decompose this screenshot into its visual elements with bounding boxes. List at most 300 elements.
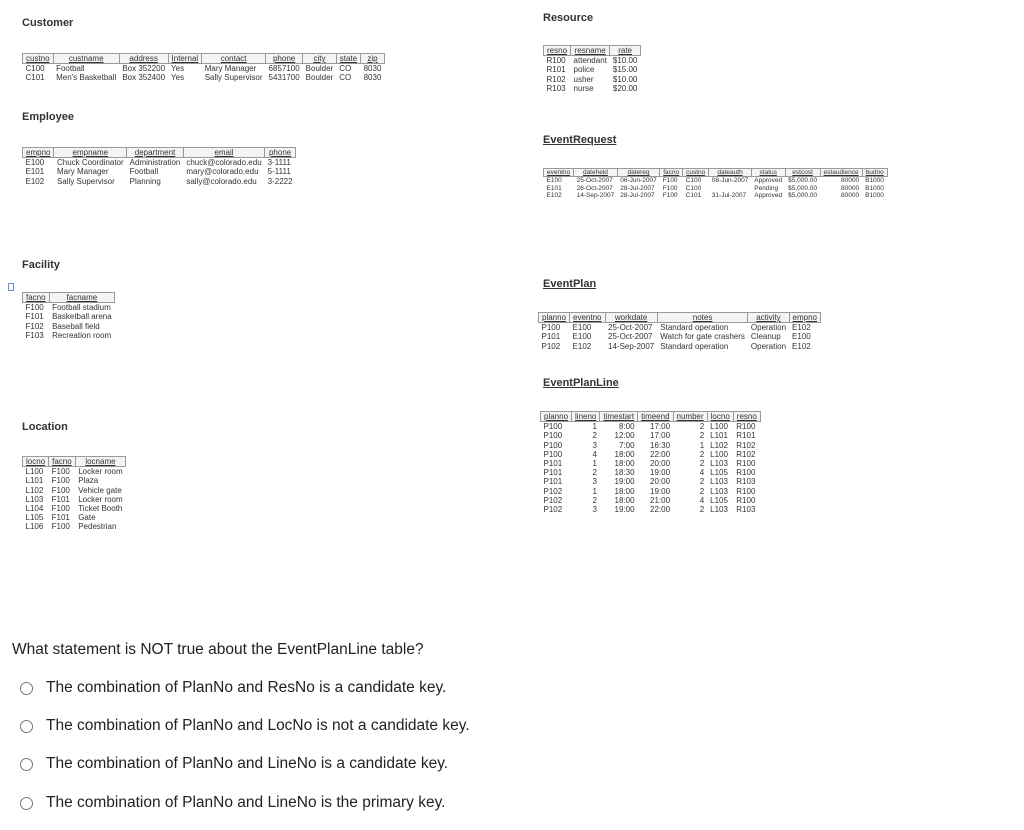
table-cell: 3-2222 <box>267 176 293 186</box>
table-row <box>23 513 126 522</box>
table-cell: 5431700 <box>268 73 300 83</box>
customer-table <box>22 53 385 83</box>
table-cell: 21:00 <box>650 495 671 505</box>
table-cell: 1 <box>592 458 597 468</box>
table-cell: E100 <box>572 323 592 333</box>
table-cell: B1000 <box>865 184 884 192</box>
table-cell: 26-Oct-2007 <box>576 184 613 192</box>
table-cell: Box 352400 <box>122 73 166 83</box>
table-cell: 19:00 <box>614 504 635 514</box>
table-cell <box>709 185 752 192</box>
table-cell: R103 <box>736 504 756 514</box>
table-cell: Watch for gate crashers <box>660 332 745 342</box>
table-cell: P101 <box>541 332 561 342</box>
radio-button[interactable] <box>20 720 33 733</box>
table-cell: Baseball field <box>52 321 100 331</box>
column-header: state <box>336 54 360 64</box>
table-cell: R103 <box>736 477 756 487</box>
table-cell: P100 <box>543 449 563 459</box>
table-cell: E100 <box>25 158 45 168</box>
table-cell: R103 <box>546 83 566 93</box>
column-header: dateheld <box>574 169 618 177</box>
table-cell: 4 <box>699 468 705 478</box>
table-cell: L103 <box>25 494 44 504</box>
table-cell: $10.00 <box>612 74 638 84</box>
column-header: department <box>127 148 184 158</box>
table-cell: CO <box>339 64 352 74</box>
table-cell: 2 <box>592 495 597 505</box>
table-cell: C100 <box>685 177 702 185</box>
header-row <box>23 457 126 467</box>
table-row <box>23 322 115 331</box>
table-row <box>541 487 761 496</box>
table-cell: 18:00 <box>614 449 635 459</box>
table-cell: 5-1111 <box>267 167 291 177</box>
table-cell: R100 <box>736 486 756 496</box>
table-cell: Boulder <box>305 64 334 74</box>
eventplanline-table <box>540 411 761 514</box>
column-header: facname <box>49 293 115 303</box>
table-cell: 25-Oct-2007 <box>576 177 613 185</box>
table-cell: $5,000.00 <box>788 192 818 200</box>
table-cell: Recreation room <box>52 330 112 340</box>
table-cell: 20:00 <box>650 458 671 468</box>
column-header: workdate <box>605 313 657 323</box>
table-cell: 6857100 <box>268 64 300 74</box>
table-cell: Operation <box>750 341 787 351</box>
column-header: planno <box>539 313 570 323</box>
table-cell: 2 <box>699 431 705 441</box>
resource-title: Resource <box>543 12 594 24</box>
table-row <box>23 177 296 186</box>
table-cell: 18:00 <box>614 495 635 505</box>
table-cell: 1 <box>592 422 597 432</box>
column-header: locno <box>707 412 733 422</box>
table-cell: 1 <box>592 486 597 496</box>
table-cell: 19:00 <box>650 486 671 496</box>
table-cell: Locker room <box>78 494 123 504</box>
table-cell: $15.00 <box>612 65 638 75</box>
table-cell: 2 <box>592 468 597 478</box>
column-header: estcost <box>785 169 820 177</box>
location-table <box>22 456 126 532</box>
table-cell: L104 <box>25 503 44 513</box>
table-cell: P100 <box>543 440 563 450</box>
table-cell: Sally Supervisor <box>204 73 263 83</box>
table-cell: R100 <box>546 56 566 66</box>
table-cell: Football stadium <box>52 303 111 313</box>
column-header: facno <box>660 169 683 177</box>
table-cell: B1000 <box>865 192 884 200</box>
table-cell: F100 <box>662 177 678 185</box>
table-cell: Chuck Coordinator <box>56 158 124 168</box>
option-1[interactable] <box>20 679 446 697</box>
option-label: The combination of PlanNo and LineNo is a candidate key. <box>46 755 449 772</box>
option-2[interactable] <box>20 717 470 735</box>
table-cell: F100 <box>662 184 678 192</box>
table-cell: 14-Sep-2007 <box>608 341 655 351</box>
table-cell: mary@colorado.edu <box>186 167 259 177</box>
column-header: eventno <box>570 313 605 323</box>
table-cell: 3-1111 <box>267 158 291 168</box>
column-header: phone <box>266 54 303 64</box>
table-row <box>23 476 126 485</box>
table-cell: L100 <box>710 449 728 459</box>
table-cell: 8030 <box>363 64 382 74</box>
table-row <box>544 177 888 185</box>
option-label: The combination of PlanNo and LineNo is the primary key. <box>46 794 446 811</box>
table-cell: 20:00 <box>650 477 671 487</box>
table-row <box>541 505 761 514</box>
column-header: phone <box>265 148 296 158</box>
table-cell: 80000 <box>841 184 860 192</box>
employee-table <box>22 147 296 186</box>
table-cell: L101 <box>25 476 44 486</box>
table-row <box>23 331 115 340</box>
column-header: custno <box>23 54 54 64</box>
table-row <box>23 64 385 74</box>
table-row <box>23 312 115 321</box>
column-header: activity <box>748 313 789 323</box>
column-header: timestart <box>600 412 638 422</box>
table-cell: F101 <box>25 312 44 322</box>
table-cell: L105 <box>710 468 728 478</box>
table-cell: F100 <box>51 485 70 495</box>
table-cell: F100 <box>51 522 70 532</box>
table-cell: E102 <box>546 192 562 200</box>
table-cell: P101 <box>543 468 563 478</box>
column-header: address <box>119 54 168 64</box>
table-cell: Standard operation <box>660 323 729 333</box>
table-cell: L102 <box>710 440 728 450</box>
table-cell: 18:30 <box>614 468 635 478</box>
table-cell: F101 <box>51 513 70 523</box>
table-cell: 17:00 <box>650 422 671 432</box>
table-cell: P101 <box>543 477 563 487</box>
table-cell: P102 <box>543 504 563 514</box>
column-header: locno <box>23 457 49 467</box>
table-cell: sally@colorado.edu <box>186 176 257 186</box>
eventplan-table <box>538 312 821 351</box>
table-cell: 2 <box>592 431 597 441</box>
column-header: email <box>183 148 264 158</box>
radio-button[interactable] <box>20 797 33 810</box>
header-row <box>541 412 761 422</box>
table-cell: P102 <box>541 341 561 351</box>
table-cell: Gate <box>78 513 96 523</box>
table-cell: R100 <box>736 422 756 432</box>
table-cell: Sally Supervisor <box>56 176 115 186</box>
table-cell: E100 <box>572 332 592 342</box>
column-header: city <box>303 54 337 64</box>
table-cell: L100 <box>25 467 44 477</box>
column-header: status <box>751 169 785 177</box>
table-cell: R101 <box>546 65 566 75</box>
column-header: facno <box>49 457 76 467</box>
column-header: locname <box>75 457 125 467</box>
table-cell: C100 <box>25 64 45 74</box>
table-row <box>544 65 641 74</box>
column-header: resname <box>571 46 610 56</box>
column-header: rate <box>610 46 640 56</box>
table-cell: R101 <box>736 431 756 441</box>
table-cell: R102 <box>736 449 756 459</box>
column-header: lineno <box>572 412 600 422</box>
table-cell: F100 <box>662 192 678 200</box>
table-cell: Basketball arena <box>52 312 112 322</box>
table-cell: 4 <box>592 449 597 459</box>
table-cell: 19:00 <box>614 477 635 487</box>
table-row <box>23 522 126 531</box>
table-cell: P102 <box>543 495 563 505</box>
table-cell: F100 <box>51 467 70 477</box>
table-cell: Locker room <box>78 467 123 477</box>
table-cell: attendant <box>573 56 607 66</box>
column-header: contact <box>202 54 266 64</box>
table-cell: E100 <box>546 177 562 185</box>
table-cell: L105 <box>710 495 728 505</box>
table-cell: $5,000.00 <box>788 177 818 185</box>
table-cell: R102 <box>736 440 756 450</box>
facility-table <box>22 292 115 340</box>
column-header: empno <box>23 148 54 158</box>
table-cell: Football <box>129 167 159 177</box>
column-header: zip <box>361 54 385 64</box>
table-cell: E102 <box>792 323 811 333</box>
column-header: number <box>673 412 707 422</box>
table-cell: Yes <box>171 64 185 74</box>
column-header: planno <box>541 412 572 422</box>
column-header: resno <box>544 46 571 56</box>
table-cell: 2 <box>699 422 705 432</box>
table-cell: P100 <box>543 422 563 432</box>
option-4[interactable] <box>20 794 445 812</box>
column-header: custno <box>683 169 709 177</box>
table-cell: L103 <box>710 486 728 496</box>
table-cell: Yes <box>171 73 185 83</box>
table-cell: 18:00 <box>614 486 635 496</box>
table-cell: 28-Jul-2007 <box>620 184 655 192</box>
table-cell: 3 <box>592 440 597 450</box>
table-row <box>544 75 641 84</box>
table-cell: Men's Basketball <box>56 73 117 83</box>
table-cell: 25-Oct-2007 <box>608 332 653 342</box>
table-cell: 8030 <box>363 73 382 83</box>
table-cell: 2 <box>699 458 705 468</box>
header-row <box>539 313 821 323</box>
table-row <box>539 332 821 341</box>
table-cell: R100 <box>736 468 756 478</box>
table-cell: $10.00 <box>612 56 638 66</box>
customer-title: Customer <box>22 17 74 29</box>
table-cell: nurse <box>573 83 594 93</box>
table-row <box>541 431 761 440</box>
option-3[interactable] <box>20 755 448 773</box>
table-cell: 28-Jul-2007 <box>620 192 655 200</box>
table-cell: F101 <box>51 494 70 504</box>
table-cell: 3 <box>592 504 597 514</box>
table-cell: C101 <box>685 192 702 200</box>
cursor-marker <box>8 283 14 291</box>
table-cell: Boulder <box>305 73 334 83</box>
table-cell: Operation <box>750 323 787 333</box>
table-cell: 2 <box>699 486 705 496</box>
table-cell: Standard operation <box>660 341 729 351</box>
table-cell: usher <box>573 74 594 84</box>
table-row <box>23 167 296 176</box>
table-row <box>541 468 761 477</box>
facility-title: Facility <box>22 259 60 271</box>
eventplan-title: EventPlan <box>543 278 597 290</box>
table-row <box>541 496 761 505</box>
column-header: Internal <box>168 54 202 64</box>
header-row <box>544 46 641 56</box>
option-label: The combination of PlanNo and LocNo is not a candidate key. <box>46 717 470 734</box>
table-cell: Pending <box>754 184 779 192</box>
eventplanline-title: EventPlanLine <box>543 377 619 389</box>
table-cell: 3 <box>592 477 597 487</box>
table-cell: $20.00 <box>612 83 638 93</box>
table-cell: R100 <box>736 458 756 468</box>
table-cell: $5,000.00 <box>788 184 818 192</box>
column-header: custname <box>53 54 119 64</box>
table-cell: Approved <box>754 192 783 200</box>
table-cell: 22:00 <box>650 504 671 514</box>
table-cell: Administration <box>129 158 181 168</box>
table-cell: P100 <box>543 431 563 441</box>
header-row <box>544 169 888 177</box>
table-row <box>544 56 641 66</box>
table-cell: E102 <box>25 176 45 186</box>
table-cell: 80000 <box>841 177 860 185</box>
table-cell: Football <box>56 64 85 74</box>
table-cell: L106 <box>25 522 44 532</box>
table-cell: L105 <box>25 513 44 523</box>
table-cell: L102 <box>25 485 44 495</box>
table-row <box>539 323 821 333</box>
table-row <box>23 486 126 495</box>
table-cell: Ticket Booth <box>78 503 123 513</box>
table-row <box>544 84 641 93</box>
employee-title: Employee <box>22 111 74 123</box>
table-cell: L100 <box>710 422 728 432</box>
table-cell: 2 <box>699 504 705 514</box>
table-cell: Approved <box>754 177 783 185</box>
table-cell: Vehicle gate <box>78 485 122 495</box>
table-cell: Pedestrian <box>78 522 117 532</box>
table-row <box>23 158 296 168</box>
table-cell: Box 352200 <box>122 64 166 74</box>
table-row <box>23 495 126 504</box>
column-header: eventno <box>544 169 574 177</box>
table-row <box>541 441 761 450</box>
table-cell: 08-Jun-2007 <box>711 177 749 185</box>
table-cell: E100 <box>792 332 811 342</box>
table-cell: 8:00 <box>618 422 635 432</box>
table-cell: 18:00 <box>614 458 635 468</box>
column-header: budno <box>862 169 887 177</box>
table-cell: B1000 <box>865 177 884 185</box>
table-cell: L103 <box>710 504 728 514</box>
table-cell: 19:00 <box>650 468 671 478</box>
table-cell: F103 <box>25 330 44 340</box>
table-row <box>23 73 385 82</box>
table-row <box>539 342 821 351</box>
table-cell: F100 <box>51 476 70 486</box>
column-header: datereq <box>617 169 660 177</box>
location-title: Location <box>22 421 68 433</box>
column-header: dateauth <box>709 169 752 177</box>
table-row <box>541 450 761 459</box>
header-row <box>23 293 115 303</box>
eventrequest-table <box>543 168 888 200</box>
table-row <box>544 185 888 192</box>
table-cell: 17:00 <box>650 431 671 441</box>
column-header: empno <box>789 313 820 323</box>
resource-table <box>543 45 641 93</box>
question-text: What statement is NOT true about the EventPlanLine table? <box>12 641 424 658</box>
table-cell: 7:00 <box>618 440 635 450</box>
table-cell: F100 <box>51 503 70 513</box>
table-row <box>541 477 761 486</box>
eventrequest-title: EventRequest <box>543 134 617 146</box>
column-header: estaudience <box>820 169 862 177</box>
table-cell: P100 <box>541 323 561 333</box>
table-cell: chuck@colorado.edu <box>186 158 262 168</box>
table-cell: 12:00 <box>614 431 635 441</box>
table-cell: 1 <box>699 440 705 450</box>
table-cell: E101 <box>546 184 562 192</box>
radio-button[interactable] <box>20 682 33 695</box>
table-cell: 4 <box>699 495 705 505</box>
table-cell: F100 <box>25 303 44 313</box>
column-header: facno <box>23 293 50 303</box>
table-cell: E102 <box>792 341 811 351</box>
table-cell: Mary Manager <box>56 167 109 177</box>
radio-button[interactable] <box>20 758 33 771</box>
table-cell: Mary Manager <box>204 64 257 74</box>
table-cell: Planning <box>129 176 161 186</box>
table-cell: CO <box>339 73 352 83</box>
table-row <box>541 422 761 432</box>
table-cell: police <box>573 65 595 75</box>
table-cell: L103 <box>710 477 728 487</box>
table-cell: P101 <box>543 458 563 468</box>
table-row <box>541 459 761 468</box>
table-cell: E101 <box>25 167 45 177</box>
table-cell: C101 <box>25 73 45 83</box>
table-row <box>544 192 888 199</box>
table-cell: 25-Oct-2007 <box>608 323 653 333</box>
table-cell: C100 <box>685 184 702 192</box>
header-row <box>23 54 385 64</box>
table-cell: R102 <box>546 74 566 84</box>
table-cell: 2 <box>699 477 705 487</box>
column-header: empname <box>54 148 127 158</box>
table-cell: P102 <box>543 486 563 496</box>
table-cell: 16:30 <box>650 440 671 450</box>
table-row <box>23 467 126 477</box>
table-cell: 14-Sep-2007 <box>576 192 615 200</box>
table-row <box>23 303 115 313</box>
table-row <box>23 504 126 513</box>
table-cell: 22:00 <box>650 449 671 459</box>
header-row <box>23 148 296 158</box>
table-cell: L101 <box>710 431 728 441</box>
table-cell: Cleanup <box>750 332 781 342</box>
table-cell: L103 <box>710 458 728 468</box>
table-cell: F102 <box>25 321 44 331</box>
